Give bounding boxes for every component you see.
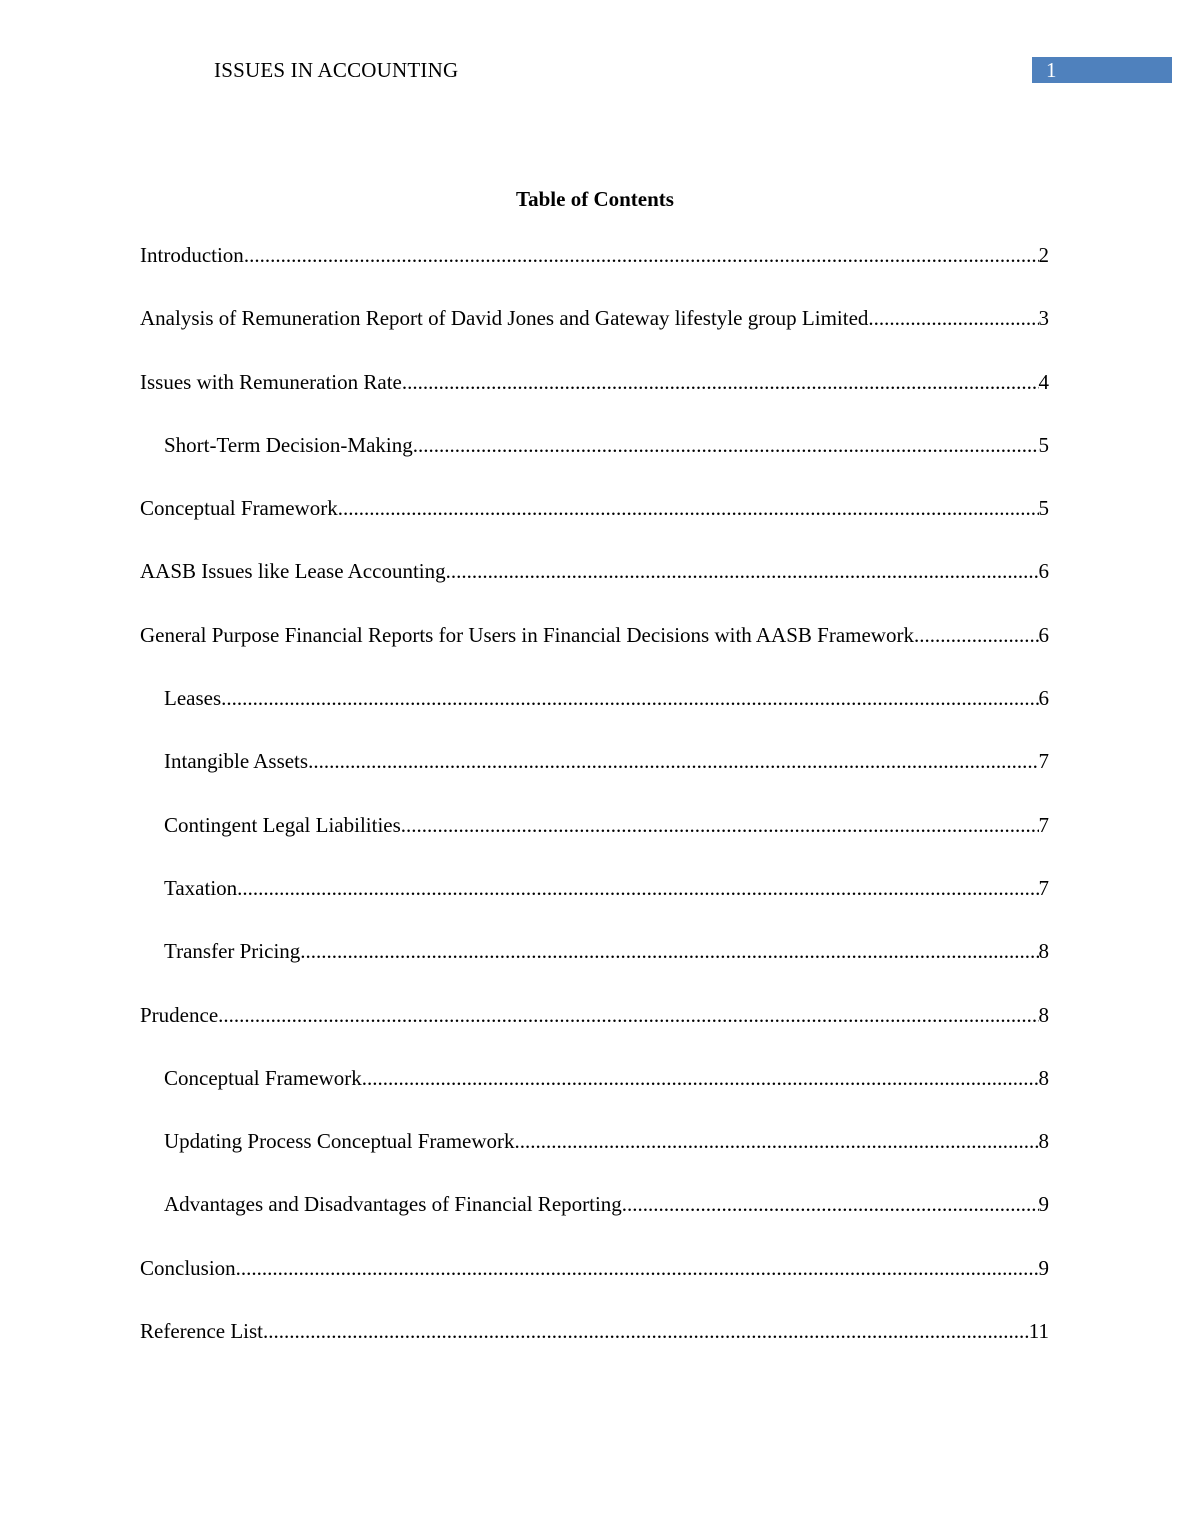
dot-leader [622,1189,1039,1219]
toc-entry-conclusion[interactable] [140,1253,1049,1316]
toc-entry-page: 11 [1028,1319,1049,1344]
toc-entry-analysis-remuneration-report[interactable] [140,303,1049,366]
toc-entry-page: 8 [1038,1065,1049,1090]
toc-entry-page: 3 [1038,306,1049,331]
toc-entry-page: 4 [1038,369,1049,394]
toc-entry-page: 7 [1038,875,1049,900]
dot-leader [263,1316,1029,1346]
toc-entry-short-term-decision-making[interactable] [140,430,1049,493]
dot-leader [221,683,1038,713]
page-number: 1 [1032,57,1172,83]
toc-entry-aasb-issues-lease-accounting[interactable] [140,556,1049,619]
toc-entry-label: Transfer Pricing [164,939,301,964]
toc-entry-label: Contingent Legal Liabilities [164,812,401,837]
toc-entry-label: Intangible Assets [164,749,309,774]
toc-entry-label: Conceptual Framework [140,496,338,521]
toc-title: Table of Contents [516,187,674,211]
dot-leader [446,556,1039,586]
toc-entry-page: 5 [1038,432,1049,457]
toc-entry-label: Introduction [140,243,244,267]
toc-entry-page: 6 [1038,559,1049,584]
toc-entry-label: Conceptual Framework [164,1065,362,1090]
dot-leader [362,1063,1039,1093]
toc-entry-page: 5 [1038,496,1049,521]
toc-entry-label: Analysis of Remuneration Report of David Jones and Gateway lifestyle group Limited [140,306,869,331]
toc-entry-page: 9 [1038,1192,1049,1217]
toc-entry-issues-remuneration-rate[interactable] [140,367,1049,430]
dot-leader [308,746,1038,776]
toc-entry-transfer-pricing[interactable] [140,936,1049,999]
dot-leader [218,1000,1038,1030]
toc-entry-page: 9 [1038,1255,1049,1280]
toc-entry-label: Advantages and Disadvantages of Financial Reporting [164,1192,622,1217]
running-head: ISSUES IN ACCOUNTING [214,58,459,82]
toc-entry-updating-process-conceptual-framework[interactable] [140,1126,1049,1189]
toc-entry-label: Issues with Remuneration Rate [140,369,402,394]
dot-leader [338,493,1039,523]
dot-leader [914,620,1039,650]
toc-entry-page: 8 [1038,939,1049,964]
toc-entry-page: 2 [1038,243,1049,267]
toc-entry-label: Reference List [140,1319,264,1344]
dot-leader [300,936,1038,966]
toc-entry-advantages-disadvantages[interactable] [140,1189,1049,1252]
table-of-contents [140,240,1049,1379]
toc-entry-contingent-legal-liabilities[interactable] [140,810,1049,873]
toc-entry-conceptual-framework-sub[interactable] [140,1063,1049,1126]
toc-entry-page: 7 [1038,812,1049,837]
dot-leader [868,303,1038,333]
toc-entry-label: AASB Issues like Lease Accounting [140,559,446,584]
dot-leader [515,1126,1039,1156]
toc-entry-label: Conclusion [140,1255,236,1280]
toc-entry-leases[interactable] [140,683,1049,746]
dot-leader [413,430,1039,460]
dot-leader [401,810,1039,840]
toc-entry-prudence[interactable] [140,1000,1049,1063]
dot-leader [244,240,1039,270]
dot-leader [236,1253,1039,1283]
toc-entry-page: 6 [1038,686,1049,711]
toc-entry-introduction[interactable] [140,240,1049,303]
toc-entry-conceptual-framework[interactable] [140,493,1049,556]
toc-entry-reference-list[interactable] [140,1316,1049,1379]
dot-leader [237,873,1038,903]
toc-entry-page: 8 [1038,1129,1049,1154]
toc-entry-page: 8 [1038,1002,1049,1027]
toc-entry-label: Updating Process Conceptual Framework [164,1129,515,1154]
toc-entry-label: Taxation [164,875,238,900]
toc-entry-label: General Purpose Financial Reports for Users in Financial Decisions with AASB Framework [140,622,914,647]
toc-entry-taxation[interactable] [140,873,1049,936]
toc-entry-label: Leases [164,686,222,711]
toc-entry-general-purpose-financial-reports[interactable] [140,620,1049,683]
toc-entry-page: 7 [1038,749,1049,774]
toc-entry-label: Short-Term Decision-Making [164,432,413,457]
toc-entry-page: 6 [1038,622,1049,647]
toc-entry-intangible-assets[interactable] [140,746,1049,809]
dot-leader [402,367,1039,397]
toc-entry-label: Prudence [140,1002,219,1027]
